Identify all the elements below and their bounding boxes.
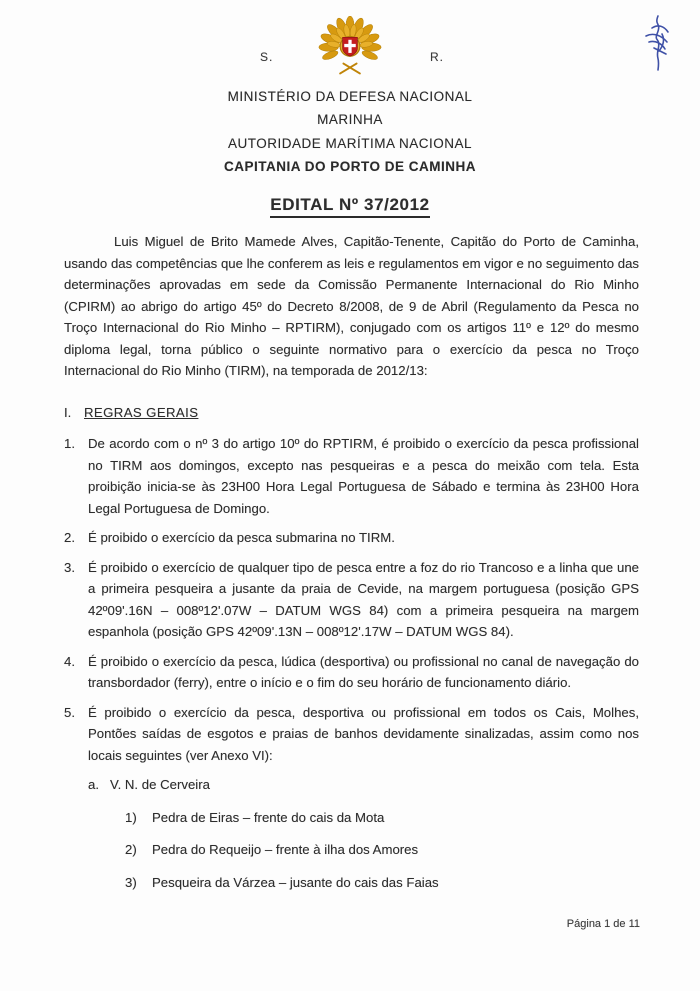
page-number-label: Página 1 de 11 — [566, 918, 640, 930]
rule-item-2 — [64, 527, 639, 549]
sublist-item-text: Pedra de Eiras – frente do cais da Mota — [152, 809, 385, 825]
sublist-item-3 — [125, 872, 639, 894]
document-body — [64, 231, 639, 904]
rule-item-5 — [64, 702, 639, 767]
rule-text: É proibido o exercício da pesca, desportiva ou profissional em todos os Cais, Molhes, Pontões saídas de esgotos e praias de banhos devidamente sinalizadas, assim como nos locais seguintes (ver Anexo VI): — [88, 704, 639, 763]
rule-number: 1. — [64, 436, 75, 451]
sublist-item-text: Pedra do Requeijo – frente à ilha dos Amores — [152, 842, 419, 857]
rule-number: 5. — [64, 704, 75, 720]
header-line-marinha: MARINHA — [317, 112, 383, 127]
sublist-item-number: 1) — [125, 809, 137, 825]
rule-text: De acordo com o nº 3 do artigo 10º do RPTIRM, é proibido o exercício da pesca profissional no TIRM aos domingos, excepto nas pesqueiras e a pesca do meixão com tela. Esta proibição inicia-se às 23H00 Hora Legal Portuguesa de Sábado e termina às 23H00 Hora Legal Portuguesa de Domingo. — [88, 436, 639, 516]
edital-title: EDITAL Nº 37/2012 — [270, 195, 429, 218]
sublist-letter: a. — [88, 777, 99, 792]
rule-item-4 — [64, 651, 639, 694]
sublist-item-2 — [125, 839, 639, 861]
sublist-header — [88, 774, 639, 796]
document-header — [0, 16, 700, 218]
sublist-title: V. N. de Cerveira — [110, 777, 210, 792]
sublist-item-number: 2) — [125, 842, 137, 857]
rule-number: 3. — [64, 559, 75, 575]
rule-text: É proibido o exercício da pesca submarina no TIRM. — [88, 530, 395, 545]
intro-paragraph: Luis Miguel de Brito Mamede Alves, Capitão-Tenente, Capitão do Porto de Caminha, usando das competências que lhe conferem as leis e regulamentos em vigor e no seguimento das determinações aprovadas em sede da Comissão Permanente Internacional do Rio Minho (CPIRM) ao abrigo do artigo 45º do Decreto 8/2008, de 9 de Abril (Regulamento da Pesca no Troço Internacional do Rio Minho – RPTIRM), conjugado com os artigos 11º e 12º do mesmo diploma legal, torna público o seguinte normativo para o exercício da pesca no Troço Internacional do Rio Minho (TIRM), na temporada de 2012/13: — [64, 234, 639, 378]
rule-number: 4. — [64, 653, 75, 669]
rule-item-1 — [64, 433, 639, 519]
crest-left-letter: S. — [260, 50, 274, 64]
national-crest-icon — [308, 16, 392, 80]
sublist-item-number: 3) — [125, 874, 137, 890]
header-line-ministry: MINISTÉRIO DA DEFESA NACIONAL — [227, 88, 473, 104]
crest-right-letter: R. — [430, 50, 444, 64]
header-line-capitania: CAPITANIA DO PORTO DE CAMINHA — [223, 159, 476, 174]
crest-row — [250, 16, 450, 80]
rule-number: 2. — [64, 530, 75, 545]
header-line-autoridade: AUTORIDADE MARÍTIMA NACIONAL — [227, 135, 473, 151]
rule-text: É proibido o exercício de qualquer tipo de pesca entre a foz do rio Trancoso e a linha que une a primeira pesqueira a jusante da praia de Cevide, na margem portuguesa (posição GPS 42º09'.16N – 008º12'.07W – DATUM WGS 84) com a primeira pesqueira na margem espanhola (posição GPS 42º09'.13N – 008º12'.17W – DATUM WGS 84). — [88, 559, 639, 639]
sublist-item-text: Pesqueira da Várzea – jusante do cais das Faias — [152, 874, 439, 890]
rule-text: É proibido o exercício da pesca, lúdica (desportiva) ou profissional no canal de navegação do transbordador (ferry), entre o início e o fim do seu horário de funcionamento diário. — [88, 653, 639, 690]
rule-item-3 — [64, 557, 639, 643]
section-numeral: I. — [64, 404, 72, 420]
section-title: REGRAS GERAIS — [84, 404, 199, 420]
section-heading — [64, 402, 639, 424]
sublist-item-1 — [125, 807, 639, 829]
